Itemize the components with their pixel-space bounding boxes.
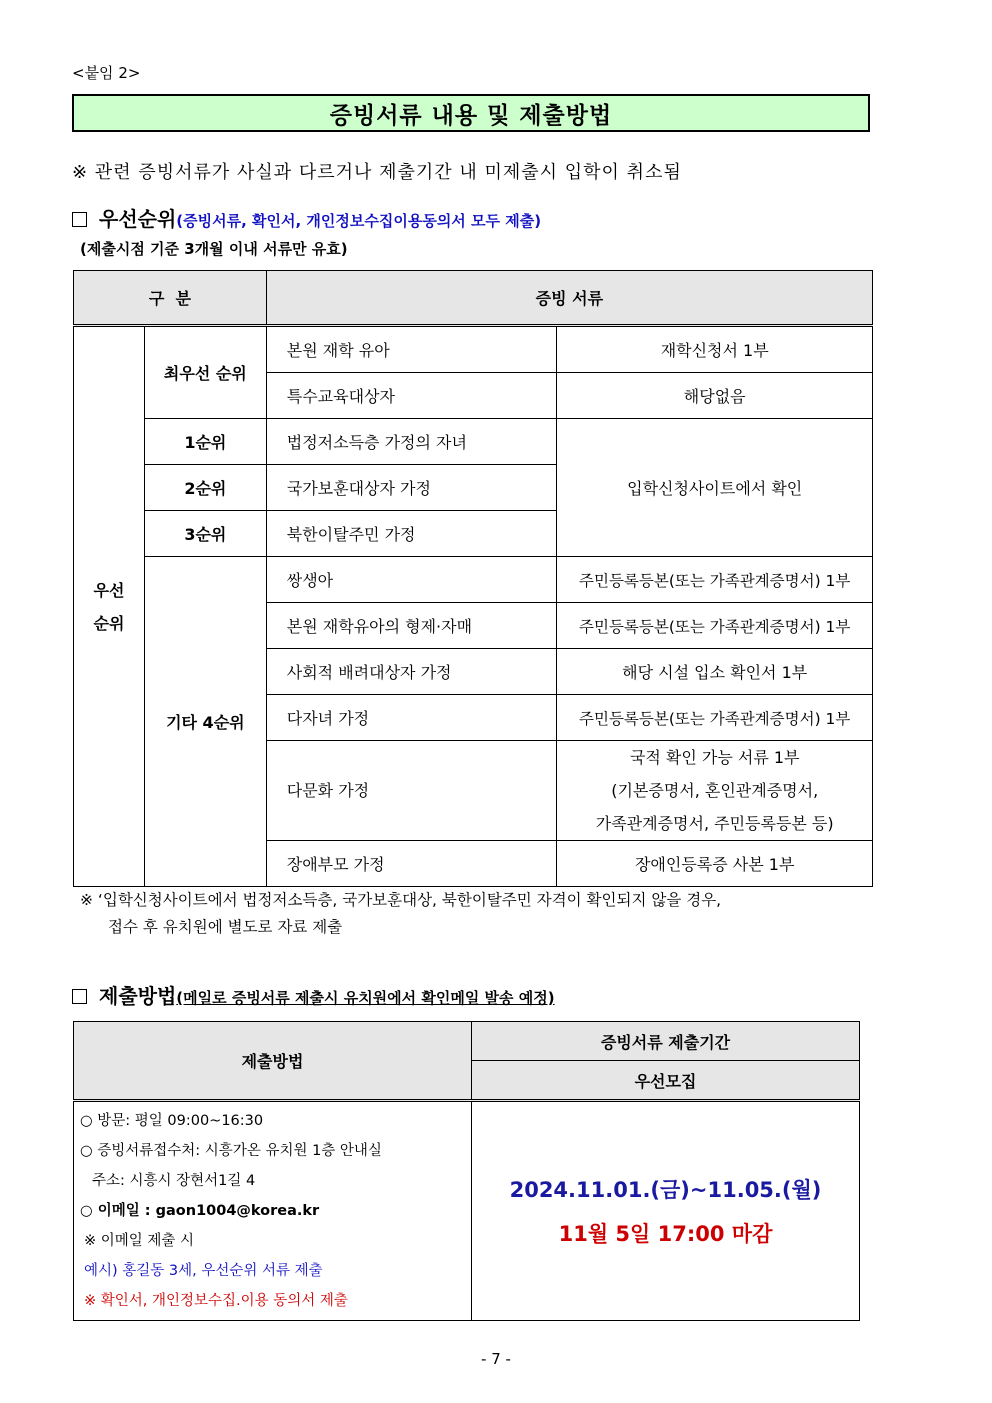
method-visit: ○ 방문: 평일 09:00~16:30: [80, 1113, 264, 1129]
rank4-label: 기타 4순위: [144, 557, 266, 887]
page-title: 증빙서류 내용 및 제출방법: [72, 94, 870, 132]
cancellation-notice: ※ 관련 증빙서류가 사실과 다르거나 제출기간 내 미제출시 입학이 취소됨: [72, 162, 682, 183]
row-item: 법정저소득층 가정의 자녀: [266, 419, 557, 465]
period-details: [472, 1101, 860, 1321]
row-item: 장애부모 가정: [266, 841, 557, 887]
row-item: 국가보훈대상자 가정: [266, 465, 557, 511]
top-priority-label: 최우선 순위: [144, 326, 266, 419]
table-row: [74, 1101, 860, 1321]
submission-period: 2024.11.01.(금)~11.05.(월): [509, 1178, 822, 1202]
row-item: 본원 재학 유아: [266, 326, 557, 373]
row-doc: 재학신청서 1부: [557, 326, 873, 373]
row-doc: 해당 시설 입소 확인서 1부: [557, 649, 873, 695]
row-item: 쌍생아: [266, 557, 557, 603]
page-number: - 7 -: [481, 1350, 511, 1368]
method-address: 주소: 시흥시 장현서1길 4: [92, 1173, 256, 1189]
row-doc: 주민등록등본(또는 가족관계증명서) 1부: [557, 603, 873, 649]
section-priority-subtitle: (증빙서류, 확인서, 개인정보수집이용동의서 모두 제출): [176, 212, 542, 230]
method-details: [74, 1101, 472, 1321]
submission-method-table: [73, 1021, 860, 1321]
section-submission-subtitle: (메일로 증빙서류 제출시 유치원에서 확인메일 발송 예정): [176, 989, 555, 1007]
rank2-label: 2순위: [144, 465, 266, 511]
row-item: 다문화 가정: [266, 741, 557, 841]
row-item: 특수교육대상자: [266, 373, 557, 419]
table-footnote: [80, 887, 721, 941]
row-doc: 주민등록등본(또는 가족관계증명서) 1부: [557, 695, 873, 741]
table-row: [74, 326, 873, 373]
checkbox-square-icon: [72, 212, 87, 227]
row-item: 북한이탈주민 가정: [266, 511, 557, 557]
header-method: 제출방법: [74, 1022, 472, 1101]
row-doc: 장애인등록증 사본 1부: [557, 841, 873, 887]
row-doc: 해당없음: [557, 373, 873, 419]
header-period: 증빙서류 제출기간: [472, 1022, 860, 1061]
rank1-label: 1순위: [144, 419, 266, 465]
method-email-note: ※ 이메일 제출 시: [84, 1233, 195, 1249]
row-doc: 주민등록등본(또는 가족관계증명서) 1부: [557, 557, 873, 603]
header-category: 구 분: [74, 271, 267, 326]
method-place: ○ 증빙서류접수처: 시흥가온 유치원 1층 안내실: [80, 1143, 382, 1159]
row-doc: 입학신청사이트에서 확인: [557, 419, 873, 557]
header-documents: 증빙 서류: [266, 271, 872, 326]
header-priority-recruit: 우선모집: [472, 1061, 860, 1101]
row-doc-line3: 가족관계증명서, 주민등록등본 등): [595, 814, 834, 833]
section-priority-heading: [72, 203, 541, 232]
priority-documents-table: [73, 270, 873, 887]
section-submission-heading: [72, 980, 555, 1009]
table-row: [74, 557, 873, 603]
row-item: 다자녀 가정: [266, 695, 557, 741]
footnote-line1: ※ ‘입학신청사이트에서 법정저소득층, 국가보훈대상, 북한이탈주민 자격이 확인되지 않을 경우,: [80, 891, 722, 909]
submission-deadline: 11월 5일 17:00 마감: [558, 1222, 773, 1246]
row-item: 사회적 배려대상자 가정: [266, 649, 557, 695]
row-doc-line2: (기본증명서, 혼인관계증명서,: [611, 781, 819, 800]
row-doc: [557, 741, 873, 841]
method-email: ○ 이메일 : gaon1004@korea.kr: [80, 1203, 320, 1219]
group-label: [74, 326, 145, 887]
footnote-line2: 접수 후 유치원에 별도로 자료 제출: [108, 918, 343, 936]
table-row: [74, 419, 873, 465]
method-example: 예시) 홍길동 3세, 우선순위 서류 제출: [84, 1263, 323, 1279]
table-header-row: [74, 271, 873, 326]
row-item: 본원 재학유아의 형제·자매: [266, 603, 557, 649]
section-priority-title: 우선순위: [99, 207, 177, 231]
group-label-line2: 순위: [93, 613, 125, 633]
table-header-row: [74, 1022, 860, 1061]
section-priority-note: (제출시점 기준 3개월 이내 서류만 유효): [80, 240, 348, 258]
rank3-label: 3순위: [144, 511, 266, 557]
attachment-label: <붙임 2>: [72, 64, 141, 82]
method-confirm: ※ 확인서, 개인정보수집.이용 동의서 제출: [84, 1293, 348, 1309]
section-submission-title: 제출방법: [99, 984, 177, 1008]
row-doc-line1: 국적 확인 가능 서류 1부: [629, 748, 800, 767]
group-label-line1: 우선: [93, 580, 125, 600]
checkbox-square-icon: [72, 989, 87, 1004]
